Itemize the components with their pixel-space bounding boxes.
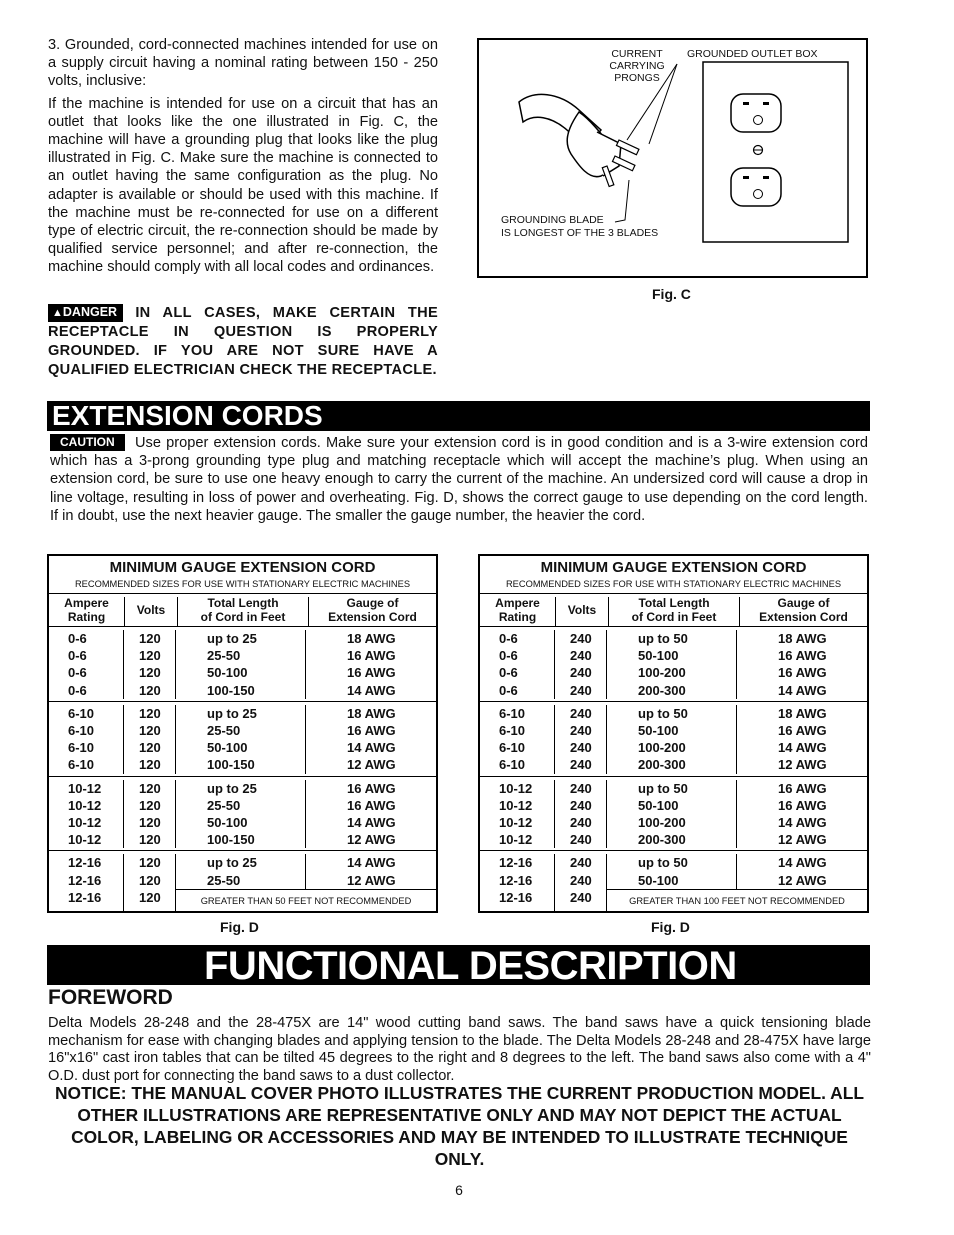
caution-paragraph <box>50 434 868 525</box>
gauge-cell: 18 AWG <box>778 705 827 721</box>
table-row-group <box>49 627 436 702</box>
length-cell: 100-200 <box>638 815 686 831</box>
amps-cell: 10-12 <box>499 797 533 813</box>
gauge-cell: 18 AWG <box>347 705 396 721</box>
volts-cell: 120 <box>139 723 161 739</box>
volts-cell: 240 <box>570 889 592 905</box>
caution-text: Use proper extension cords. Make sure your extension cord is in good condition and is a 3-wire extension cord which has a 3-prong grounding type plug and matching receptacle which will accept the machine’s plug. When using an extension cord, be sure to use one heavy enough to carry the current of the machine. An undersized cord will cause a drop in line voltage, resulting in loss of power and overheating. Fig. D, shows the correct gauge to use depending on the cord length. If in doubt, use the next heavier gauge. The smaller the gauge number, the heavier the cord. <box>50 435 868 524</box>
table-row-group <box>480 777 867 852</box>
table-body <box>480 627 867 912</box>
gauge-cell: 16 AWG <box>347 648 396 664</box>
foreword-paragraph: Delta Models 28-248 and the 28-475X are 14" wood cutting band saws. The band saws have a quick tensioning blade mechanism for ease with changing blades and applying tension to the blade. The Delta Models 28-248 and 28-475X have large 16"x16" cast iron tables that can be tilted 45 degrees to the right and 8 degrees to the left. The band saws also come with a 4" O.D. dust port for connecting the band saws to a dust collector. <box>48 1015 871 1084</box>
fig-c-diagram <box>477 38 868 278</box>
amps-cell: 0-6 <box>68 648 87 664</box>
label-blade-2: IS LONGEST OF THE 3 BLADES <box>501 227 659 239</box>
gauge-cell: 16 AWG <box>778 723 827 739</box>
fig-c-caption: Fig. C <box>652 286 691 302</box>
amps-cell: 10-12 <box>68 815 102 831</box>
header-length: Total Length of Cord in Feet <box>178 597 309 626</box>
length-cell: 25-50 <box>207 797 241 813</box>
amps-cell: 6-10 <box>68 740 95 756</box>
length-cell: 100-150 <box>207 757 255 773</box>
volts-cell: 240 <box>570 682 592 698</box>
table-row-group <box>49 777 436 852</box>
amps-cell: 12-16 <box>499 855 533 871</box>
length-cell: up to 25 <box>207 705 257 721</box>
length-cell: 100-200 <box>638 740 686 756</box>
amps-cell: 12-16 <box>68 889 102 905</box>
gauge-cell: 12 AWG <box>778 832 827 848</box>
gauge-cell: 12 AWG <box>778 757 827 773</box>
table-row-group <box>480 627 867 702</box>
volts-cell: 240 <box>570 705 592 721</box>
amps-cell: 10-12 <box>499 815 533 831</box>
volts-cell: 120 <box>139 682 161 698</box>
amps-cell: 10-12 <box>68 780 102 796</box>
gauge-cell: 12 AWG <box>778 872 827 888</box>
label-outlet: GROUNDED OUTLET BOX <box>687 48 818 60</box>
length-cell: 50-100 <box>207 815 248 831</box>
length-cell: 200-300 <box>638 832 686 848</box>
volts-cell: 240 <box>570 631 592 646</box>
volts-cell: 120 <box>139 665 161 681</box>
length-cell: 100-200 <box>638 665 686 681</box>
volts-cell: 240 <box>570 757 592 773</box>
table-row-group <box>480 851 867 912</box>
volts-cell: 120 <box>139 648 161 664</box>
gauge-cell: 12 AWG <box>347 872 396 888</box>
label-prongs-1: CURRENT <box>611 48 663 60</box>
table-header-row <box>49 594 436 627</box>
amps-cell: 6-10 <box>499 723 526 739</box>
header-ampere: Ampere Rating <box>480 597 556 626</box>
extension-cords-heading: EXTENSION CORDS <box>47 401 870 431</box>
header-gauge: Gauge of Extension Cord <box>759 596 848 624</box>
length-cell: 50-100 <box>207 665 248 681</box>
length-cell: 50-100 <box>638 797 679 813</box>
not-recommended-note: GREATER THAN 50 FEET NOT RECOMMENDED <box>176 889 436 912</box>
label-blade-1: GROUNDING BLADE <box>501 214 604 226</box>
gauge-table-240v <box>478 554 869 913</box>
length-cell: 50-100 <box>207 740 248 756</box>
danger-label: DANGER <box>62 305 118 319</box>
header-length: Total Length of Cord in Feet <box>609 597 740 626</box>
amps-cell: 12-16 <box>499 872 533 888</box>
volts-cell: 240 <box>570 815 592 831</box>
danger-warning <box>48 304 438 380</box>
amps-cell: 0-6 <box>68 682 87 698</box>
intro-paragraph-1: 3. Grounded, cord-connected machines intended for use on a supply circuit having a nominal rating between 150 - 250 volts, inclusive: <box>48 37 438 90</box>
amps-cell: 10-12 <box>68 797 102 813</box>
danger-text: IN ALL CASES, MAKE CERTAIN THE RECEPTACLE IN QUESTION IS PROPERLY GROUNDED. IF YOU ARE NOT SURE HAVE A QUALIFIED ELECTRICIAN CHECK THE RECEPTACLE. <box>48 305 438 378</box>
length-cell: 100-150 <box>207 832 255 848</box>
header-gauge: Gauge of Extension Cord <box>328 596 417 624</box>
gauge-cell: 14 AWG <box>778 815 827 831</box>
volts-cell: 120 <box>139 832 161 848</box>
length-cell: up to 50 <box>638 705 688 721</box>
length-cell: up to 50 <box>638 780 688 796</box>
intro-paragraph-2: If the machine is intended for use on a circuit that has an outlet that looks like the one illustrated in Fig. C, the machine will have a grounding plug that looks like the plug illustrated in Fig. C. Make sure the machine is connected to an outlet having the same configuration as the plug. No adapter is available or should be used with this machine. If the machine must be re-connected for use on a different type of electric circuit, the re-connection should be made by qualified service personnel; and after re-connection, the machine should comply with all local codes and ordinances. <box>48 95 438 276</box>
gauge-cell: 14 AWG <box>347 682 396 698</box>
volts-cell: 120 <box>139 872 161 888</box>
table-body <box>49 627 436 912</box>
amps-cell: 0-6 <box>499 665 518 681</box>
amps-cell: 12-16 <box>499 889 533 905</box>
fig-d-caption-right: Fig. D <box>651 919 690 935</box>
plug-outlet-illustration <box>479 40 866 276</box>
header-ampere: Ampere Rating <box>49 597 125 626</box>
gauge-cell: 14 AWG <box>347 740 396 756</box>
gauge-cell: 14 AWG <box>778 682 827 698</box>
length-cell: 25-50 <box>207 648 241 664</box>
label-prongs-2: CARRYING <box>609 60 665 72</box>
volts-cell: 240 <box>570 665 592 681</box>
gauge-cell: 16 AWG <box>778 648 827 664</box>
amps-cell: 10-12 <box>499 780 533 796</box>
length-cell: 25-50 <box>207 872 241 888</box>
table-row-group <box>480 702 867 777</box>
amps-cell: 6-10 <box>499 740 526 756</box>
fig-d-caption-left: Fig. D <box>220 919 259 935</box>
length-cell: up to 25 <box>207 631 257 646</box>
gauge-cell: 18 AWG <box>778 631 827 646</box>
table-title: MINIMUM GAUGE EXTENSION CORD <box>109 559 376 576</box>
length-cell: up to 50 <box>638 855 688 871</box>
not-recommended-note: GREATER THAN 100 FEET NOT RECOMMENDED <box>607 889 867 912</box>
volts-cell: 240 <box>570 780 592 796</box>
length-cell: 200-300 <box>638 682 686 698</box>
volts-cell: 240 <box>570 740 592 756</box>
functional-description-heading: FUNCTIONAL DESCRIPTION <box>47 945 870 985</box>
length-cell: up to 25 <box>207 780 257 796</box>
length-cell: 50-100 <box>638 723 679 739</box>
amps-cell: 0-6 <box>499 648 518 664</box>
caution-tag: CAUTION <box>50 434 125 451</box>
page-number: 6 <box>455 1182 463 1198</box>
intro-section <box>48 36 438 277</box>
gauge-cell: 16 AWG <box>347 665 396 681</box>
length-cell: 200-300 <box>638 757 686 773</box>
table-title: MINIMUM GAUGE EXTENSION CORD <box>540 559 807 576</box>
volts-cell: 240 <box>570 832 592 848</box>
gauge-cell: 14 AWG <box>778 855 827 871</box>
amps-cell: 10-12 <box>499 832 533 848</box>
table-row-group <box>49 851 436 912</box>
length-cell: 100-150 <box>207 682 255 698</box>
volts-cell: 240 <box>570 723 592 739</box>
warning-triangle-icon: ▲ <box>52 307 63 319</box>
length-cell: up to 25 <box>207 855 257 871</box>
gauge-cell: 16 AWG <box>347 723 396 739</box>
amps-cell: 6-10 <box>499 705 526 721</box>
amps-cell: 6-10 <box>499 757 526 773</box>
notice-text: NOTICE: THE MANUAL COVER PHOTO ILLUSTRATES THE CURRENT PRODUCTION MODEL. ALL OTHER ILLUSTRATIONS ARE REPRESENTATIVE ONLY AND MAY NOT DEPICT THE ACTUAL COLOR, LABELING OR ACCESSORIES AND MAY BE INTENDED TO ILLUSTRATE TECHNIQUE ONLY. <box>55 1083 864 1169</box>
amps-cell: 0-6 <box>68 631 87 646</box>
amps-cell: 6-10 <box>68 723 95 739</box>
amps-cell: 0-6 <box>68 665 87 681</box>
volts-cell: 120 <box>139 780 161 796</box>
gauge-table-120v <box>47 554 438 913</box>
volts-cell: 240 <box>570 855 592 871</box>
volts-cell: 240 <box>570 872 592 888</box>
volts-cell: 120 <box>139 757 161 773</box>
amps-cell: 6-10 <box>68 757 95 773</box>
gauge-cell: 18 AWG <box>347 631 396 646</box>
gauge-cell: 16 AWG <box>347 780 396 796</box>
volts-cell: 120 <box>139 705 161 721</box>
gauge-cell: 12 AWG <box>347 757 396 773</box>
danger-tag <box>48 304 123 322</box>
volts-cell: 120 <box>139 855 161 871</box>
volts-cell: 120 <box>139 815 161 831</box>
volts-cell: 120 <box>139 631 161 646</box>
gauge-cell: 12 AWG <box>347 832 396 848</box>
header-volts: Volts <box>556 597 609 626</box>
length-cell: 25-50 <box>207 723 241 739</box>
gauge-cell: 14 AWG <box>347 815 396 831</box>
table-subtitle: RECOMMENDED SIZES FOR USE WITH STATIONARY ELECTRIC MACHINES <box>74 579 411 589</box>
table-row-group <box>49 702 436 777</box>
gauge-cell: 16 AWG <box>347 797 396 813</box>
volts-cell: 120 <box>139 889 161 905</box>
foreword-heading: FOREWORD <box>48 986 173 1009</box>
gauge-cell: 16 AWG <box>778 780 827 796</box>
length-cell: 50-100 <box>638 872 679 888</box>
label-prongs-3: PRONGS <box>614 72 660 84</box>
amps-cell: 0-6 <box>499 631 518 646</box>
amps-cell: 10-12 <box>68 832 102 848</box>
amps-cell: 0-6 <box>499 682 518 698</box>
volts-cell: 240 <box>570 797 592 813</box>
gauge-cell: 14 AWG <box>347 855 396 871</box>
amps-cell: 12-16 <box>68 872 102 888</box>
volts-cell: 120 <box>139 740 161 756</box>
volts-cell: 120 <box>139 797 161 813</box>
gauge-cell: 14 AWG <box>778 740 827 756</box>
length-cell: up to 50 <box>638 631 688 646</box>
table-header-row <box>480 594 867 627</box>
volts-cell: 240 <box>570 648 592 664</box>
gauge-cell: 16 AWG <box>778 797 827 813</box>
gauge-cell: 16 AWG <box>778 665 827 681</box>
amps-cell: 6-10 <box>68 705 95 721</box>
amps-cell: 12-16 <box>68 855 102 871</box>
length-cell: 50-100 <box>638 648 679 664</box>
table-subtitle: RECOMMENDED SIZES FOR USE WITH STATIONARY ELECTRIC MACHINES <box>505 579 842 589</box>
header-volts: Volts <box>125 597 178 626</box>
